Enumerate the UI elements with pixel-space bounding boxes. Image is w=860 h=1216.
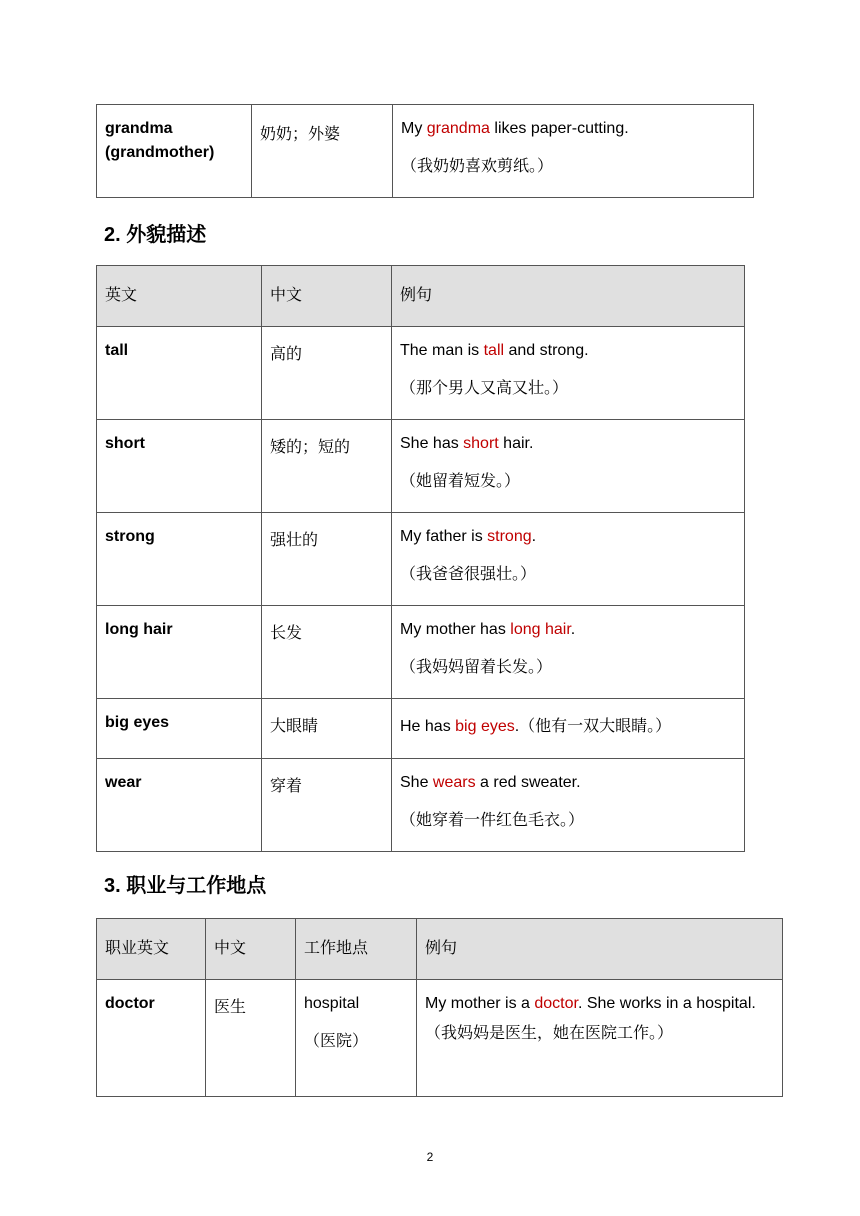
- example-post: .: [570, 621, 576, 638]
- example-post: hair.: [498, 435, 534, 452]
- word-long-hair: long hair: [97, 606, 262, 699]
- meaning-cell: 高的: [262, 327, 392, 420]
- section-3-heading: 3. 职业与工作地点: [104, 875, 267, 897]
- table-row: [97, 606, 745, 699]
- meaning-cell: [252, 105, 393, 198]
- word-tall: tall: [97, 327, 262, 420]
- table-header-row: [97, 266, 745, 327]
- example-translation: （我妈妈留着长发。）: [400, 659, 553, 676]
- example-sentence: [400, 339, 736, 363]
- example-sentence: [400, 618, 736, 642]
- workplace-chinese: （医院）: [304, 1033, 369, 1050]
- meaning-cell: 强壮的: [262, 513, 392, 606]
- example-translation: （我妈妈是医生，她在医院工作。）: [425, 1025, 674, 1042]
- word-strong: strong: [97, 513, 262, 606]
- table-header-row: [97, 919, 783, 980]
- header-example: 例句: [417, 919, 783, 980]
- meaning-cell: 长发: [262, 606, 392, 699]
- highlight-word: short: [463, 435, 499, 452]
- word-grandma: grandma (grandmother): [105, 120, 215, 161]
- example-sentence: [401, 117, 745, 141]
- word-doctor: doctor: [97, 980, 206, 1097]
- section-2-heading: 2. 外貌描述: [104, 224, 207, 246]
- example-post: .: [531, 528, 537, 545]
- example-sentence: [400, 525, 736, 549]
- highlight-word: wears: [432, 774, 476, 791]
- example-pre: My mother has: [400, 621, 511, 638]
- family-vocab-table: [96, 104, 754, 198]
- highlight-word: big eyes: [455, 718, 515, 735]
- appearance-vocab-table: [96, 265, 745, 852]
- word-short: short: [97, 420, 262, 513]
- example-translation: （她穿着一件红色毛衣。）: [400, 812, 585, 829]
- table-row: [97, 327, 745, 420]
- workplace-cell: [296, 980, 417, 1097]
- highlight-word: grandma: [426, 120, 490, 137]
- word-wear: wear: [97, 759, 262, 852]
- meaning-text: 奶奶；外婆: [260, 126, 341, 143]
- header-chinese: 中文: [206, 919, 296, 980]
- example-cell: [392, 606, 745, 699]
- example-post: . She works in a hospital.: [577, 995, 756, 1012]
- example-cell: [392, 759, 745, 852]
- example-pre: He has: [400, 718, 456, 735]
- example-sentence: [400, 771, 736, 795]
- header-english: 英文: [97, 266, 262, 327]
- example-cell: [392, 513, 745, 606]
- word-cell: [97, 105, 252, 198]
- example-cell: [392, 327, 745, 420]
- highlight-word: strong: [487, 528, 532, 545]
- meaning-cell: 医生: [206, 980, 296, 1097]
- example-post: a red sweater.: [475, 774, 581, 791]
- example-translation: （她留着短发。）: [400, 473, 521, 490]
- example-cell: [392, 699, 745, 759]
- table-row: [97, 513, 745, 606]
- highlight-word: doctor: [534, 995, 578, 1012]
- table-row: [97, 420, 745, 513]
- example-post: and strong.: [504, 342, 589, 359]
- example-post: .（他有一双大眼睛。）: [514, 718, 672, 735]
- table-row: [97, 699, 745, 759]
- example-translation: （那个男人又高又壮。）: [400, 380, 569, 397]
- example-pre: She has: [400, 435, 464, 452]
- header-workplace: 工作地点: [296, 919, 417, 980]
- table-row: [97, 980, 783, 1097]
- header-occupation-english: 职业英文: [97, 919, 206, 980]
- meaning-cell: 大眼睛: [262, 699, 392, 759]
- example-translation: （我奶奶喜欢剪纸。）: [401, 158, 554, 175]
- example-cell: [393, 105, 754, 198]
- page-number: 2: [426, 1150, 434, 1164]
- header-example: 例句: [392, 266, 745, 327]
- table-row: [97, 105, 754, 198]
- example-translation: （我爸爸很强壮。）: [400, 566, 537, 583]
- example-cell: [392, 420, 745, 513]
- example-cell: [417, 980, 783, 1097]
- highlight-word: long hair: [510, 621, 571, 638]
- example-post: likes paper-cutting.: [489, 120, 629, 137]
- meaning-cell: 矮的；短的: [262, 420, 392, 513]
- example-sentence: [400, 715, 736, 739]
- example-pre: My father is: [400, 528, 488, 545]
- example-sentence: [425, 992, 774, 1016]
- meaning-cell: 穿着: [262, 759, 392, 852]
- example-sentence: [400, 432, 736, 456]
- example-pre: She: [400, 774, 433, 791]
- example-pre: My mother is a: [425, 995, 535, 1012]
- header-chinese: 中文: [262, 266, 392, 327]
- example-pre: My: [401, 120, 427, 137]
- workplace-english: hospital: [304, 995, 360, 1012]
- table-row: [97, 759, 745, 852]
- example-pre: The man is: [400, 342, 484, 359]
- word-big-eyes: big eyes: [97, 699, 262, 759]
- occupation-vocab-table: [96, 918, 783, 1097]
- highlight-word: tall: [483, 342, 505, 359]
